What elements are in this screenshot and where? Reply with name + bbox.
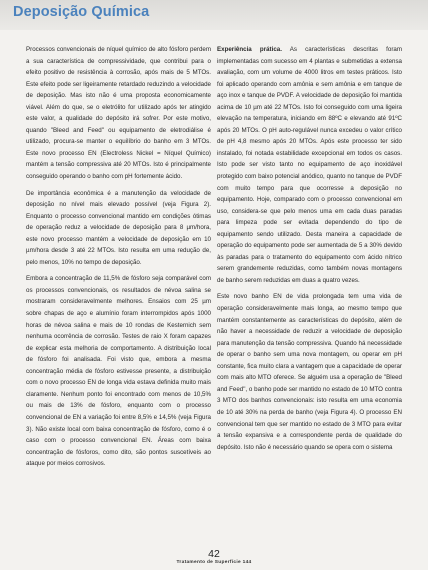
- subheading: Experiência prática.: [217, 46, 282, 53]
- paragraph: Embora a concentração de 11,5% de fósforo seja comparável com os processos convencionais, os resultados de névoa salina se mostraram consideravelmente melhores. Ensaios com 25 µm sobre chapas de aço e alumínio foram interrompidos após 1000 horas de névoa salina e mais de 10 rondas de Kesternich sem nenhuma ocorrência de corrosão. Testes de raio X foram capazes de explicar esta melhoria de comportamento. A distribuição local de fósforo foi analisada. Foi visto que, embora a mesma concentração média de fósforo estivesse presente, a distribuição com o novo processo EN de longa vida estava definida muito mais claramente. Nenhum ponto foi encontrado com menos de 10,5% ou mais de 13% de fósforo, enquanto com o processo convencional de EN a variação foi entre 8,5% e 14,5% (veja Figura 3). Não existe local com baixa concentração de fósforo, como é o caso com o processo convencional EN. Áreas com baixa concentração de fósforos, como dito, são pontos suscetíveis ao ataque por meios corrosivos.: [26, 275, 211, 468]
- paragraph: Processos convencionais de níquel químico de alto fósforo perdem a sua característica de compressividade, que contribui para o efeito positivo de resistência à corrosão, após mais de 5 MTOs. Este efeito pode ser ligeiramente retardado reduzindo a velocidade de deposição. Mas isto não é uma proposta economicamente viável. Além do que, se o eletrólito for utilizado após ter atingido este valor, a qualidade do depósito irá sofrer. Por este motivo, quando "Bleed and Feed" ou equipamento de eletrodiálise é utilizado, procura-se manter o equilíbrio do banho em 3 MTOs. Este novo processo EN (Electroless Nickel = Níquel Químico) mantém a tensão compressiva até 20 MTOs. Isto é principalmente conseguido operando o banho com pH fortemente ácido.: [26, 46, 211, 181]
- publication-caption: Tratamento de Superfície 144: [176, 560, 252, 565]
- right-column: [217, 44, 402, 458]
- left-column: [26, 44, 211, 475]
- section-header: [0, 0, 428, 30]
- paragraph: De importância econômica é a manutenção da velocidade de deposição no nível mais elevado possível (veja Figura 2). Enquanto o processo convencional mantido em condições ótimas de operação reduz a velocidade de deposição para 8 µm/hora, este novo processo mantém a velocidade de deposição em 10 µm/hora desde 3 até 22 MTOs. Isto resulta em uma redução de, pelo menos, 10% no tempo de deposição.: [26, 189, 211, 266]
- paragraph: Este novo banho EN de vida prolongada tem uma vida de operação consideravelmente mais longa, ao mesmo tempo que mantém constantemente as características do depósito, além de não haver a necessidade de reduzir a velocidade de deposição para manutenção da tensão compressiva. Quando há necessidade de operar o banho sem uma nova montagem, ou operar em pH constante, fica muito clara a vantagem que a capacidade de operar com mais alto MTO oferece. Se alguém usa a operação de "Bleed and Feed", o banho pode ser mantido no estado de 10 MTO contra 3 MTO dos banhos convencionais: isto resulta em uma economia de 10 até 30% na perda de banho (veja Figura 4). O processo EN convencional tem que ser mantido no estado de 3 MTO para evitar a tensão expansiva e a correspondente perda de qualidade do depósito. Isto não é necessário quando se opera com o sistema: [217, 293, 402, 451]
- page-number: 42: [208, 548, 220, 560]
- section-title: Deposição Química: [13, 4, 150, 20]
- page-footer: [0, 549, 428, 565]
- paragraph: [217, 44, 402, 286]
- paragraph-text: As características descritas foram implementadas com sucesso em 4 plantas e submetidas a extensa avaliação, com um volume de 4000 litros em testes práticos. Isto foi aplicado operando com amônia e sem amônia e em tanque de aço inox e tanque de PVDF. A velocidade de deposição foi mantida acima de 10 µm até 22 MTOs. Isto foi conseguido com uma ligeira elevação na temperatura, iniciando em 88ºC e elevando até 91ºC após 20 MTOs. O pH auto-regulável nunca excedeu o valor crítico de pH 4,8 mesmo após 20 MTOs. Após este processo ter sido instalado, foi notada estabilidade excepcional em todos os casos. Isto pode ser visto tanto no equipamento de aço inoxidável protegido com baixo potencial anódico, quanto no tanque de PVDF com muito tempo para que ocorresse a deposição no equipamento. Hoje, comparado com o processo convencional em uso, considera-se que pelo menos uma em cada duas paradas para limpeza pode ser evitada dependendo do tipo de equipamento sendo utilizado. Desta maneira a capacidade de operação do equipamento pode ser aumentada de 5 a 30% devido às paradas para o tratamento do equipamento com ácido nítrico serem grandemente reduzidas, como também novas montagens de banho serem reduzidas em duas a quatro vezes.: [217, 46, 402, 284]
